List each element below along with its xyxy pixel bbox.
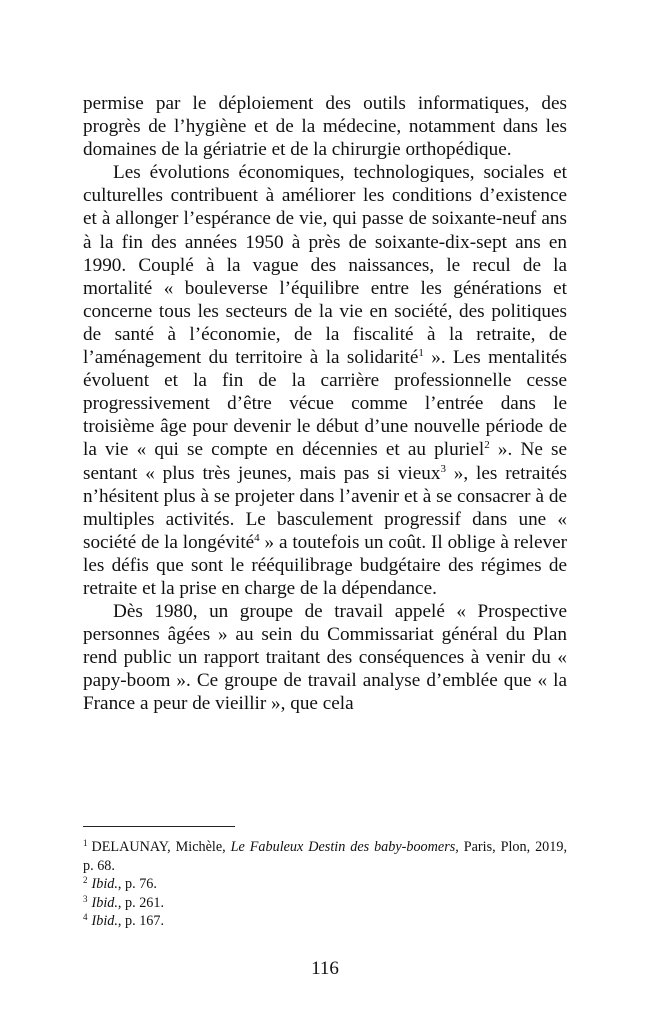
paragraph-prospective: Dès 1980, un groupe de travail appelé « Prospective personnes âgées » au sein du Commissariat général du Plan rend public un rapport traitant des conséquences à venir du « papy-boom ». Ce groupe de travail analyse d’emblée que « la France a peur de vieillir », que cela	[83, 601, 567, 715]
text-segment: ». Les mentalités évoluent et la fin de la carrière professionnelle cesse progressivement d’être vécue comme l’entrée dans le troisième âge pour devenir le début d’une nouvelle période de la vie « qui se compte en décennies et au pluriel	[83, 347, 567, 461]
footnote	[83, 912, 567, 931]
footnote-number: 2	[83, 875, 88, 886]
footnote-page: , p. 167.	[117, 913, 165, 930]
footnote-ref: 2	[484, 439, 490, 452]
footnote-number: 4	[83, 912, 88, 923]
footnote-ref: 1	[418, 347, 424, 360]
main-text	[83, 92, 567, 716]
page-number: 116	[311, 958, 339, 979]
footnote-ibid: Ibid.	[91, 876, 118, 893]
footnote-number: 1	[83, 838, 88, 848]
footnote-separator	[83, 826, 235, 827]
footnote-book-title: Le Fabuleux Destin des baby-boomers	[230, 839, 456, 855]
paragraph-continued: permise par le déploiement des outils informatiques, des progrès de l’hygiène et de la médecine, notamment dans les domaines de la gériatrie et de la chirurgie orthopédique.	[83, 93, 567, 161]
footnote-number: 3	[83, 893, 88, 904]
footnote-page: , p. 261.	[117, 894, 165, 911]
footnote	[83, 838, 567, 875]
text-segment: Les évolutions économiques, technologiques, sociales et culturelles contribuent à améliorer les conditions d’existence et à allonger l’espérance de vie, qui passe de soixante-neuf ans à la fin des années 1950 à près de soixante-dix-sept ans en 1990. Couplé à la vague des naissances, le recul de la mortalité « bouleverse l’équilibre entre les générations et concerne tous les secteurs de la vie en société, des politiques de santé à l’économie, de la fiscalité à la retraite, de l’aménagement du territoire à la solidarité	[83, 162, 567, 369]
footnote-ref: 4	[254, 531, 260, 544]
footnotes	[83, 838, 567, 931]
footnote-ref: 3	[440, 462, 446, 475]
text-segment: ». Ne se sentant « plus très jeunes, mais pas si vieux	[83, 439, 567, 484]
footnote-ibid: Ibid.	[91, 913, 118, 930]
footnote	[83, 894, 567, 913]
text-segment: », les retraités n’hésitent plus à se projeter dans l’avenir et à se consacrer à de multiples activités. Le basculement progressif dans une « société de la longévité	[83, 462, 567, 553]
footnote-ibid: Ibid.	[91, 894, 118, 911]
text-segment: » a toutefois un coût. Il oblige à relever les défis que sont le rééquilibrage budgétaire des régimes de retraite et la prise en charge de la dépendance.	[83, 531, 567, 599]
footnote-page: , p. 76.	[117, 876, 157, 893]
footnote-author: DELAUNAY, Michèle,	[91, 839, 231, 855]
footnote	[83, 875, 567, 894]
footnote-publication: , Paris, Plon, 2019, p. 68.	[83, 839, 567, 874]
paragraph-life-expectancy	[83, 161, 567, 600]
